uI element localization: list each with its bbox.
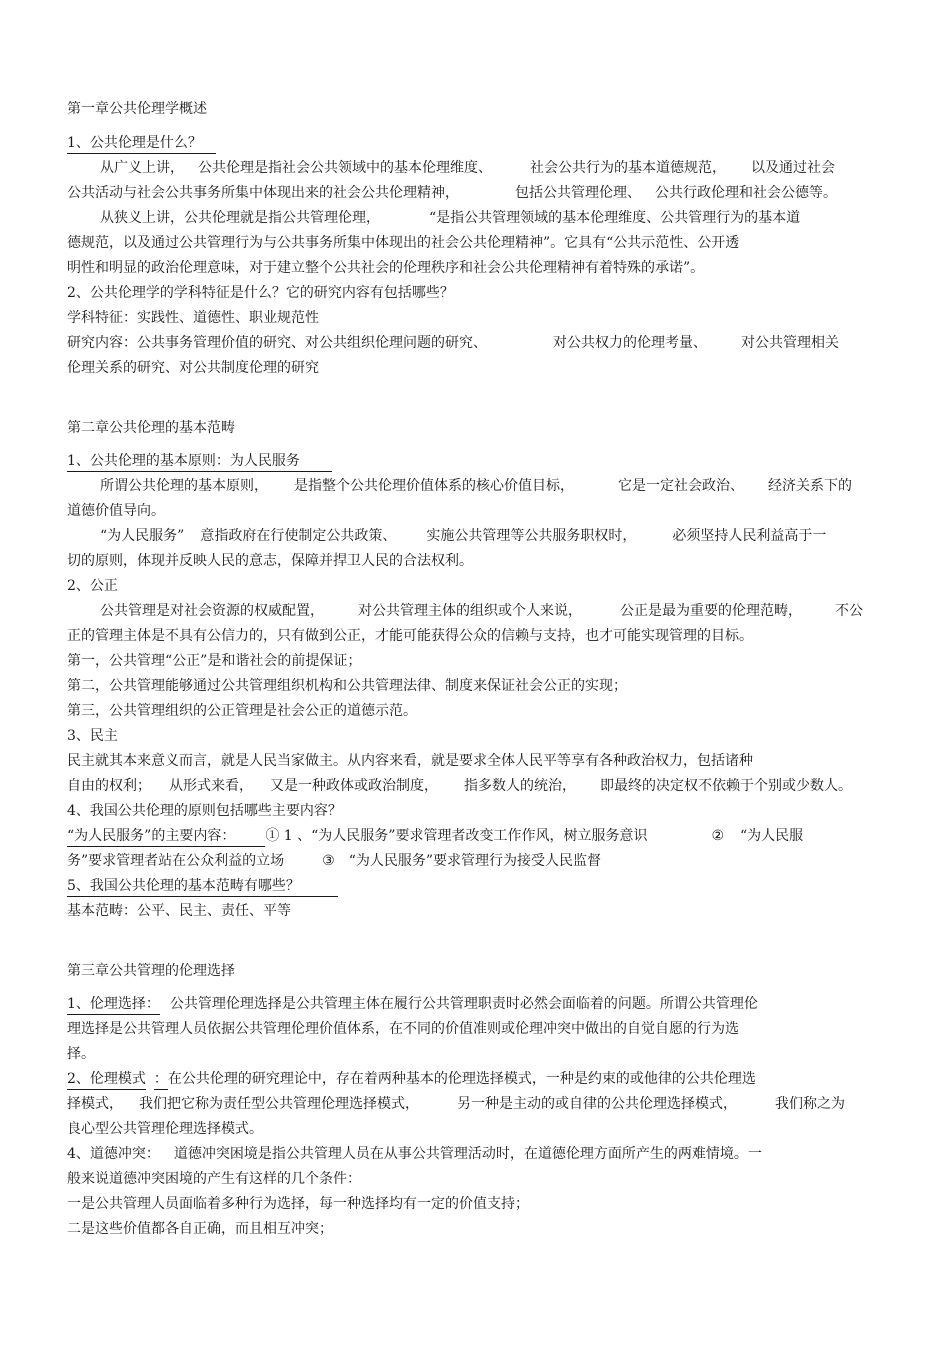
paragraph-line: 理选择是公共管理人员依据公共管理伦理价值体系，在不同的价值准则或伦理冲突中做出的自觉自愿的行为选	[67, 1021, 739, 1037]
paragraph-line: 从狭义上讲，公共伦理就是指公共管理伦理， “是指公共管理领域的基本伦理维度、公共管理行为的基本道	[100, 210, 801, 226]
paragraph-line: 第二，公共管理能够通过公共管理组织机构和公共管理法律、制度来保证社会公正的实现；	[67, 678, 627, 694]
paragraph-line: “为人民服务” 意指政府在行使制定公共政策、 实施公共管理等公共服务职权时， 必须坚持人民利益高于一	[100, 528, 827, 544]
paragraph-line: 自由的权利； 从形式来看， 又是一种政体或政治制度， 指多数人的统治， 即最终的决定权不依赖于个别或少数人。	[67, 778, 852, 794]
paragraph-line: 一是公共管理人员面临着多种行为选择，每一种选择均有一定的价值支持；	[67, 1196, 529, 1212]
paragraph-line: 择模式， 我们把它称为责任型公共管理伦理选择模式， 另一种是主动的或自律的公共伦理选择模式， 我们称之为	[67, 1096, 845, 1112]
paragraph-line: 民主就其本来意义而言，就是人民当家做主。从内容来看，就是要求全体人民平等享有各种政治权力，包括诸种	[67, 753, 753, 769]
paragraph-line: “为人民服务”的主要内容： ① 1 、“为人民服务”要求管理者改变工作作风，树立服务意识 ② “为人民服	[67, 826, 803, 847]
paragraph-line: 明性和明显的政治伦理意味，对于建立整个公共社会的伦理秩序和社会公共伦理精神有着特殊的承诺”。	[67, 260, 705, 276]
paragraph-line: 研究内容：公共事务管理价值的研究、对公共组织伦理问题的研究、 对公共权力的伦理考量、 对公共管理相关	[67, 335, 839, 351]
section-heading: 4、我国公共伦理的原则包括哪些主要内容？	[67, 803, 342, 819]
section-heading: 5、我国公共伦理的基本范畴有哪些？	[67, 876, 338, 897]
paragraph-line: 良心型公共管理伦理选择模式。	[67, 1121, 263, 1137]
section-heading: 4、道德冲突： 道德冲突困境是指公共管理人员在从事公共管理活动时，在道德伦理方面所产生的两难情境。一	[67, 1146, 762, 1162]
paragraph-line: 切的原则，体现并反映人民的意志，保障并捍卫人民的合法权利。	[67, 553, 473, 569]
chapter-title: 第一章公共伦理学概述	[67, 101, 207, 117]
paragraph-line: 基本范畴：公平、民主、责任、平等	[67, 903, 291, 919]
paragraph-line: 务”要求管理者站在公众利益的立场 ③ “为人民服务”要求管理行为接受人民监督	[67, 853, 602, 869]
section-heading: 1、公共伦理的基本原则：为人民服务	[67, 451, 332, 472]
paragraph-line: 所谓公共伦理的基本原则， 是指整个公共伦理价值体系的核心价值目标， 它是一定社会政治、 经济关系下的	[100, 478, 852, 494]
paragraph-line: 公共活动与社会公共事务所集中体现出来的社会公共伦理精神， 包括公共管理伦理、 公共行政伦理和社会公德等。	[67, 185, 837, 201]
paragraph-line: 伦理关系的研究、对公共制度伦理的研究	[67, 360, 319, 376]
paragraph-line: 般来说道德冲突困境的产生有这样的几个条件：	[67, 1171, 361, 1187]
section-heading: 1、伦理选择： 公共管理伦理选择是公共管理主体在履行公共管理职责时必然会面临着的问题。所谓公共管理伦	[67, 994, 758, 1015]
chapter-title: 第三章公共管理的伦理选择	[67, 963, 235, 979]
paragraph-line: 择。	[67, 1046, 95, 1062]
paragraph-line: 公共管理是对社会资源的权威配置， 对公共管理主体的组织或个人来说， 公正是最为重要的伦理范畴， 不公	[100, 603, 863, 619]
chapter-title: 第二章公共伦理的基本范畴	[67, 420, 235, 436]
section-heading: 2、公共伦理学的学科特征是什么？它的研究内容有包括哪些？	[67, 285, 454, 301]
paragraph-line: 学科特征：实践性、道德性、职业规范性	[67, 310, 319, 326]
paragraph-line: 德规范，以及通过公共管理行为与公共事务所集中体现出的社会公共伦理精神”。它具有“公共示范性、公开透	[67, 235, 740, 251]
paragraph-line: 二是这些价值都各自正确，而且相互冲突；	[67, 1221, 333, 1237]
section-heading: 2、伦理模式 ：在公共伦理的研究理论中，存在着两种基本的伦理选择模式，一种是约束的或他律的公共伦理选	[67, 1069, 756, 1090]
paragraph-line: 第三，公共管理组织的公正管理是社会公正的道德示范。	[67, 703, 417, 719]
paragraph-line: 道德价值导向。	[67, 503, 165, 519]
section-heading: 3、民主	[67, 728, 118, 744]
section-heading: 2、公正	[67, 578, 118, 594]
heading-text: 1、公共伦理是什么？	[67, 133, 216, 154]
paragraph-line: 第一，公共管理“公正”是和谐社会的前提保证；	[67, 653, 362, 669]
section-heading	[67, 133, 216, 154]
paragraph-line: 从广义上讲， 公共伦理是指社会公共领域中的基本伦理维度、 社会公共行为的基本道德规范， 以及通过社会	[100, 160, 835, 176]
paragraph-line: 正的管理主体是不具有公信力的，只有做到公正，才能可能获得公众的信赖与支持，也才可能实现管理的目标。	[67, 628, 753, 644]
